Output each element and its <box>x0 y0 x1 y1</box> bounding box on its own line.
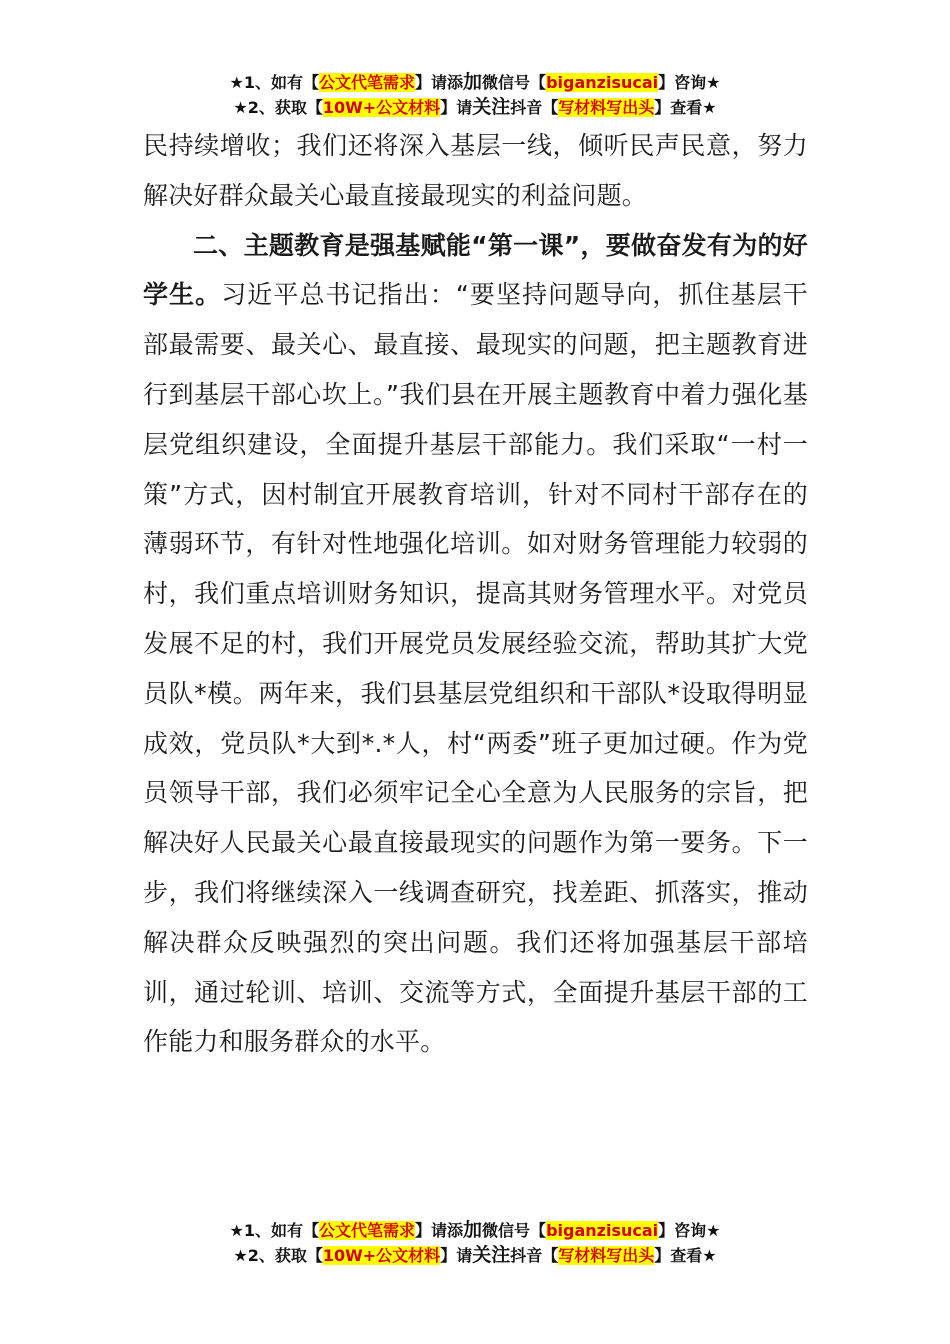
paragraph-text: 习近平总书记指出：“要坚持问题导向，抓住基层干部最需要、最关心、最直接、最现实的问题，把主题教育进行到基层干部心坎上。”我们县在开展主题教育中着力强化基层党组织建设，全面提升基层干部能力。我们采取“一村一策”方式，因村制宜开展教育培训，针对不同村干部存在的薄弱环节，有针对性地强化培训。如对财务管理能力较弱的村，我们重点培训财务知识，提高其财务管理水平。对党员发展不足的村，我们开展党员发展经验交流，帮助其扩大党员队*模。两年来，我们县基层党组织和干部队*设取得明显成效，党员队*大到*.*人，村“两委”班子更加过硬。作为党员领导干部，我们必须牢记全心全意为人民服务的宗旨，把解决好人民最关心最直接最现实的问题作为第一要务。下一步，我们将继续深入一线调查研究，找差距、抓落实，推动解决群众反映强烈的突出问题。我们还将加强基层干部培训，通过轮训、培训、交流等方式，全面提升基层干部的工作能力和服务群众的水平。 <box>143 280 808 1057</box>
banner-line-1 <box>0 70 950 95</box>
banner-text: 】查看★ <box>654 98 717 117</box>
footer-banner <box>0 1218 950 1268</box>
banner-text: 】查看★ <box>654 1246 717 1265</box>
document-body <box>143 121 808 1067</box>
banner-highlight: 写材料写出头 <box>558 1246 655 1265</box>
banner-emphasis: 加 <box>463 71 483 93</box>
banner-line-2 <box>0 1243 950 1268</box>
banner-line-1 <box>0 1218 950 1243</box>
banner-text: 】请 <box>440 98 473 117</box>
banner-text: 微信号【 <box>482 73 547 92</box>
banner-text: 】咨询★ <box>658 73 721 92</box>
banner-emphasis: 关注 <box>472 1244 511 1266</box>
banner-line-2 <box>0 95 950 120</box>
banner-text: 抖音【 <box>510 1246 559 1265</box>
paragraph: 民持续增收；我们还将深入基层一线，倾听民声民意，努力解决好群众最关心最直接最现实的利益问题。 <box>143 131 808 210</box>
banner-highlight: biganzisucai <box>546 73 659 92</box>
banner-text: 】请添 <box>415 73 464 92</box>
banner-text: 】请添 <box>415 1221 464 1240</box>
banner-emphasis: 关注 <box>472 96 511 118</box>
banner-highlight: 公文代笔需求 <box>319 1221 416 1240</box>
header-banner <box>0 70 950 120</box>
paragraph <box>143 221 808 1068</box>
banner-text: ★2、获取【 <box>233 1246 323 1265</box>
banner-highlight: 公文代笔需求 <box>319 73 416 92</box>
banner-text: ★1、如有【 <box>229 73 319 92</box>
banner-text: 微信号【 <box>482 1221 547 1240</box>
banner-text: ★1、如有【 <box>229 1221 319 1240</box>
banner-text: 】咨询★ <box>658 1221 721 1240</box>
banner-highlight: 写材料写出头 <box>558 98 655 117</box>
banner-text: 抖音【 <box>510 98 559 117</box>
banner-highlight: 10W+公文材料 <box>322 98 441 117</box>
section-heading: 二、主题教育是强基赋能“第一课”，要做奋发有为的好学生。 <box>143 230 808 310</box>
banner-highlight: biganzisucai <box>546 1221 659 1240</box>
banner-text: 】请 <box>440 1246 473 1265</box>
banner-emphasis: 加 <box>463 1219 483 1241</box>
banner-text: ★2、获取【 <box>233 98 323 117</box>
banner-highlight: 10W+公文材料 <box>322 1246 441 1265</box>
